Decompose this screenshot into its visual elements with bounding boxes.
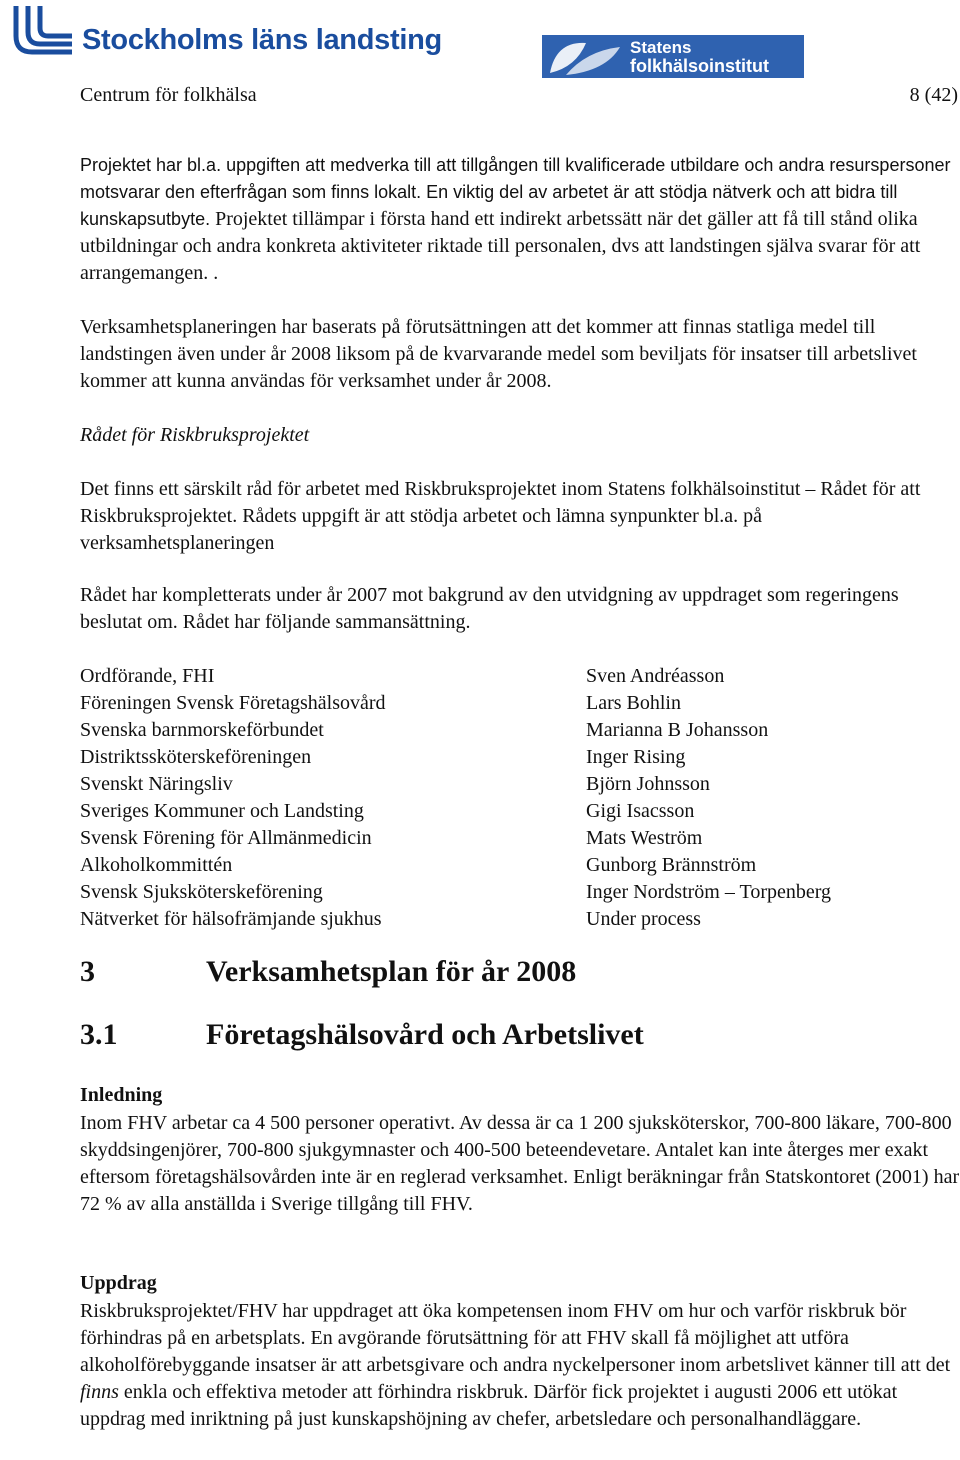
intro-sans-text: Projektet har bl.a. uppgiften att medverka till att tillgången till kvalificerade utbildare och andra resurspersoner motsvarar den efterfrågan som finns lokalt. En viktig del av arbetet är att stödja nätverk och att bidra till kunskapsutbyte. <box>80 155 951 229</box>
running-header <box>80 84 958 107</box>
uppdrag-heading: Uppdrag <box>80 1272 157 1294</box>
intro-serif-text: Projektet tillämpar i första hand ett indirekt arbetssätt när det gäller att få till stånd olika utbildningar och andra konkreta aktiviteter riktade till personalen, dvs att landstingen själva svarar för att arrangemangen. . <box>80 208 921 284</box>
sll-emblem-icon <box>6 2 76 60</box>
intro-paragraph <box>80 152 960 287</box>
council-paragraph-2: Rådet har kompletterats under år 2007 mot bakgrund av den utvidgning av uppdraget som regeringens beslutat om. Rådet har följande sammansättning. <box>80 584 899 633</box>
council-heading: Rådet för Riskbruksprojektet <box>80 424 310 446</box>
council-member-name: Marianna B Johansson <box>586 719 769 741</box>
uppdrag-text-before: Riskbruksprojektet/FHV har uppdraget att öka kompetensen inom FHV om hur och varför riskbruk bör förhindras på en arbetsplats. En avgörande förutsättning för att FHV skall få möjlighet att utföra alkoholförebyggande insatser är att arbetsgivare och andra nyckelpersoner inom arbetslivet känner till att det <box>80 1300 951 1376</box>
council-member-name: Inger Nordström – Torpenberg <box>586 881 832 903</box>
section-3-1-title: Företagshälsovård och Arbetslivet <box>206 1018 644 1051</box>
council-member-name: Björn Johnsson <box>586 773 710 795</box>
section-3-title: Verksamhetsplan för år 2008 <box>206 955 577 988</box>
fhi-name-line1: Statens <box>630 38 692 57</box>
inledning-heading: Inledning <box>80 1084 163 1106</box>
fhi-name-line2: folkhälsoinstitut <box>630 56 769 76</box>
council-org: Svensk Sjuksköterskeförening <box>80 881 323 903</box>
council-org: Sveriges Kommuner och Landsting <box>80 800 364 822</box>
council-org: Svenska barnmorskeförbundet <box>80 719 324 741</box>
council-member-name: Mats Weström <box>586 827 703 849</box>
council-member-name: Gigi Isacsson <box>586 800 695 822</box>
council-paragraph-1: Det finns ett särskilt råd för arbetet med Riskbruksprojektet inom Statens folkhälsoinstitut – Rådet för att Riskbruksprojektet. Rådets uppgift är att stödja arbetet och lämna synpunkter bl.a. på verksamhetsplaneringen <box>80 478 921 554</box>
section-3-heading <box>80 955 576 989</box>
council-org: Ordförande, FHI <box>80 665 215 687</box>
council-org: Nätverket för hälsofrämjande sjukhus <box>80 908 382 930</box>
uppdrag-text <box>80 1298 960 1433</box>
council-org: Distriktssköterskeföreningen <box>80 746 312 768</box>
uppdrag-text-italic: finns <box>80 1381 119 1403</box>
section-3-1-number: 3.1 <box>80 1018 118 1051</box>
section-3-1-heading <box>80 1018 644 1052</box>
council-member-name: Inger Rising <box>586 746 686 768</box>
council-org: Alkoholkommittén <box>80 854 233 876</box>
council-org: Svenskt Näringsliv <box>80 773 233 795</box>
council-member-name: Under process <box>586 908 701 930</box>
fhi-leaf-icon <box>546 37 624 76</box>
council-org-list <box>80 663 386 933</box>
council-member-name: Sven Andréasson <box>586 665 725 687</box>
council-member-name: Lars Bohlin <box>586 692 681 714</box>
council-name-list <box>586 663 831 933</box>
council-org: Svensk Förening för Allmänmedicin <box>80 827 372 849</box>
page-number: 8 (42) <box>909 84 958 106</box>
planning-paragraph: Verksamhetsplaneringen har baserats på förutsättningen att det kommer att finnas statliga medel till landstingen även under år 2008 liksom på de kvarvarande medel som beviljats för insatser till arbetslivet kommer att kunna användas för verksamhet under år 2008. <box>80 316 917 392</box>
fhi-logo <box>542 35 804 78</box>
council-org: Föreningen Svensk Företagshälsovård <box>80 692 386 714</box>
council-member-name: Gunborg Brännström <box>586 854 757 876</box>
sll-org-name: Stockholms läns landsting <box>82 24 442 56</box>
inledning-text: Inom FHV arbetar ca 4 500 personer operativt. Av dessa är ca 1 200 sjuksköterskor, 700-800 läkare, 700-800 skyddsingenjörer, 700-800 sjukgymnaster och 400-500 beteendevetare. Antalet kan inte återges mer exakt eftersom företagshälsovården inte är en reglerad verksamhet. Enligt beräkningar från Statskontoret (2001) har 72 % av alla anställda i Sverige tillgång till FHV. <box>80 1112 960 1215</box>
uppdrag-text-after: enkla och effektiva metoder att förhindra riskbruk. Därför fick projektet i augusti 2006 ett utökat uppdrag med inriktning på just kunskapshöjning av chefer, arbetsledare och personalhandläggare. <box>80 1381 898 1430</box>
header-department: Centrum för folkhälsa <box>80 84 257 106</box>
section-3-number: 3 <box>80 955 95 988</box>
